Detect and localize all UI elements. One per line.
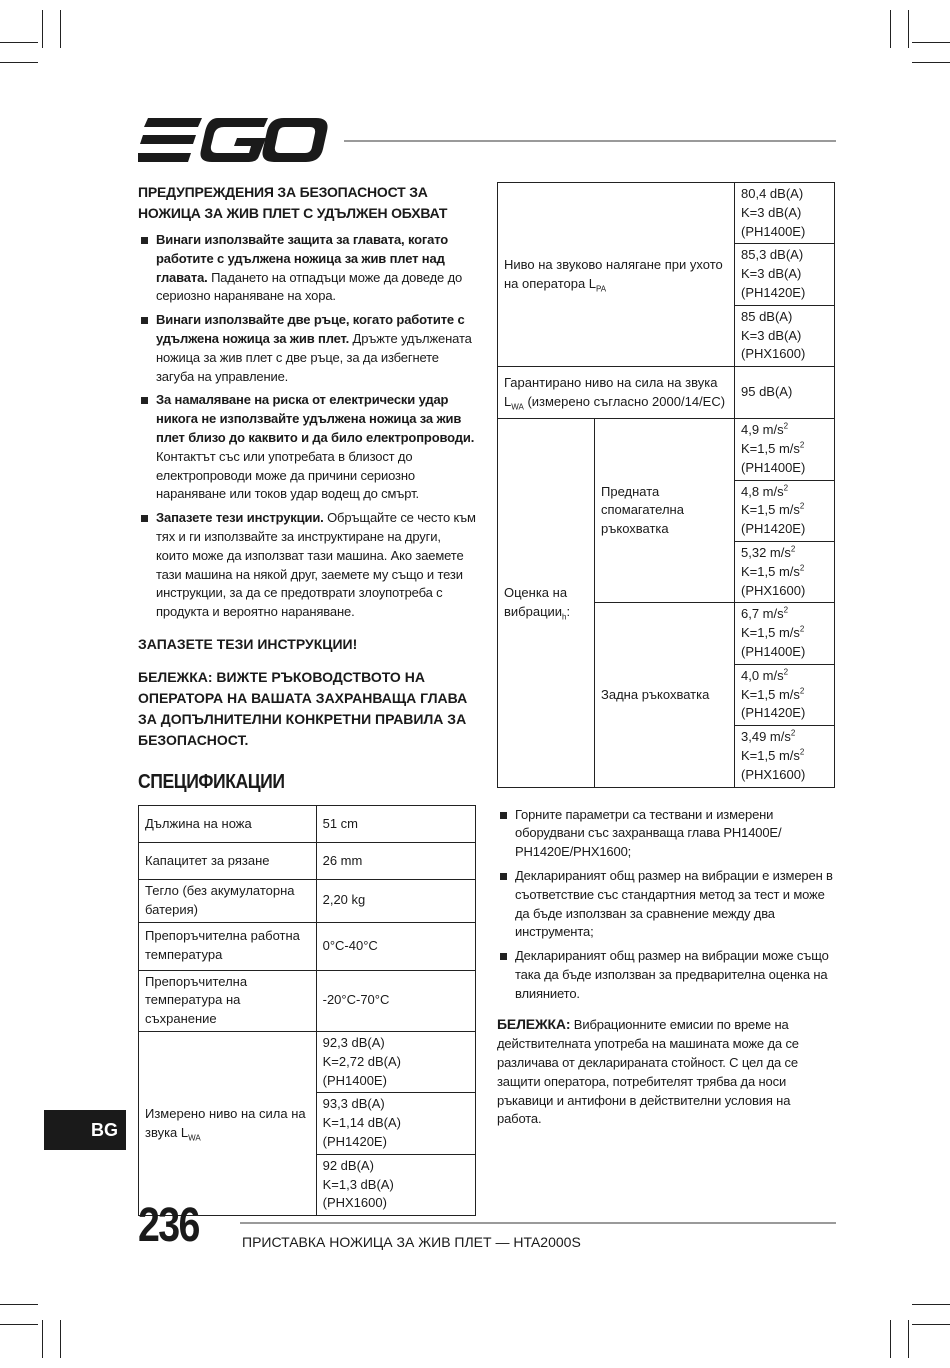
value-cell: 95 dB(A) xyxy=(735,367,835,419)
crop-mark xyxy=(0,1304,38,1305)
safety-list xyxy=(138,231,476,622)
page-number: 236 xyxy=(138,1199,199,1252)
notes-list xyxy=(497,806,835,1004)
operator-note: БЕЛЕЖКА: ВИЖТЕ РЪКОВОДСТВОТО НА ОПЕРАТОРА НА ВАШАТА ЗАХРАНВАЩА ГЛАВА ЗА ДОПЪЛНИТЕЛНИ КОНКРЕТНИ ПРАВИЛА ЗА БЕЗОПАСНОСТ. xyxy=(138,668,468,748)
spec-label: Препоръчителна работна температура xyxy=(139,922,317,970)
footer-title: ПРИСТАВКА НОЖИЦА ЗА ЖИВ ПЛЕТ — HTA2000S xyxy=(242,1234,581,1250)
header-rule xyxy=(344,140,836,142)
list-item: За намаляване на риска от електрически удар никога не използвайте удължена ножица за жив плет близо до каквито и да било електропроводи. Контактът със или употребата в близост до електропроводи може да причини сериозно нараняване или токов удар водещ до смърт. xyxy=(138,391,476,504)
crop-mark xyxy=(908,10,909,48)
value-cell: 4,8 $m/s^2$ K=1,5 $m/s^2$ (PH1420E) xyxy=(735,480,835,541)
language-badge: BG xyxy=(44,1110,126,1150)
spec-value: 92 dB(A) K=1,3 dB(A) (PHX1600) xyxy=(316,1154,475,1215)
guaranteed-label: Гарантирано ниво на сила на звука $L_{WA}$ (измерено съгласно 2000/14/ЕС) xyxy=(498,367,735,419)
value-cell: 4,9 $m/s^2$ K=1,5 $m/s^2$ (PH1400E) xyxy=(735,419,835,480)
list-item: Декларираният общ размер на вибрации може също така да бъде използван за предварителна оценка на влиянието. xyxy=(497,947,835,1003)
crop-mark xyxy=(0,62,38,63)
table-row xyxy=(139,970,476,1031)
save-instructions: ЗАПАЗЕТЕ ТЕЗИ ИНСТРУКЦИИ! xyxy=(138,635,358,652)
table-row xyxy=(139,922,476,970)
crop-mark xyxy=(60,1320,61,1358)
crop-mark xyxy=(912,62,950,63)
crop-mark xyxy=(908,1320,909,1358)
crop-mark xyxy=(42,10,43,48)
table-row xyxy=(139,879,476,922)
left-column xyxy=(138,182,476,1216)
footer-rule xyxy=(240,1222,836,1224)
spec-label: Дължина на ножа xyxy=(139,805,317,842)
list-item: Декларираният общ размер на вибрации е измерен в съответствие със стандартния метод за тест и може да бъде използван за сравнение между два инструмента; xyxy=(497,867,835,942)
table-row xyxy=(139,842,476,879)
crop-mark xyxy=(0,42,38,43)
safety-heading: ПРЕДУПРЕЖДЕНИЯ ЗА БЕЗОПАСНОСТ ЗА НОЖИЦА ЗА ЖИВ ПЛЕТ С УДЪЛЖЕН ОБХВАТ xyxy=(138,184,448,221)
spec-label: Капацитет за рязане xyxy=(139,842,317,879)
crop-mark xyxy=(912,42,950,43)
list-item: Винаги използвайте защита за главата, когато работите с удължена ножица за жив плет над главата. Падането на отпадъци може да доведе до сериозно нараняване на хора. xyxy=(138,231,476,306)
value-cell: 6,7 $m/s^2$ K=1,5 $m/s^2$ (PH1400E) xyxy=(735,603,835,664)
spec-value: 2,20 kg xyxy=(316,879,475,922)
value-cell: 4,0 $m/s^2$ K=1,5 $m/s^2$ (PH1420E) xyxy=(735,664,835,725)
spec-value: 92,3 dB(A) K=2,72 dB(A) (PH1400E) xyxy=(316,1031,475,1092)
spec-label: Тегло (без акумулаторна батерия) xyxy=(139,879,317,922)
specs-title: СПЕЦИФИКАЦИИ xyxy=(138,770,285,793)
value-cell: 85,3 dB(A) K=3 dB(A) (PH1420E) xyxy=(735,244,835,305)
vibration-label: Оценка на вибрации$_h$: xyxy=(498,419,595,787)
spec-value: 51 cm xyxy=(316,805,475,842)
noise-vibration-table xyxy=(497,182,835,788)
specs-table xyxy=(138,805,476,1216)
value-cell: 5,32 $m/s^2$ K=1,5 $m/s^2$ (PHX1600) xyxy=(735,541,835,602)
crop-mark xyxy=(0,1324,38,1325)
table-row xyxy=(498,419,835,480)
vibration-note: БЕЛЕЖКА: Вибрационните емисии по време на действителната употреба на машината може да се различава от декларираната стойност. С цел да се защити оператора, потребителят трябва да носи ръкавици и антифони в действителни условия на работа. xyxy=(497,1016,799,1127)
spec-value: -20°C-70°C xyxy=(316,970,475,1031)
right-column xyxy=(497,182,835,1129)
value-cell: 80,4 dB(A) K=3 dB(A) (PH1400E) xyxy=(735,183,835,244)
crop-mark xyxy=(890,1320,891,1358)
spec-label: Измерено ниво на сила на звука $L_{WA}$ xyxy=(139,1031,317,1215)
spec-label: Препоръчителна температура на съхранение xyxy=(139,970,317,1031)
table-row xyxy=(498,183,835,244)
list-item: Винаги използвайте две ръце, когато работите с удължена ножица за жив плет. Дръжте удължената ножица за жив плет с две ръце, за да избегнете загуба на управление. xyxy=(138,311,476,386)
sound-pressure-label: Ниво на звуково налягане при ухото на оператора $L_{PA}$ xyxy=(498,183,735,367)
crop-mark xyxy=(912,1304,950,1305)
rear-handle-label: Задна ръкохватка xyxy=(595,603,735,787)
table-row xyxy=(139,1031,476,1092)
ego-logo xyxy=(138,118,328,162)
value-cell: 85 dB(A) K=3 dB(A) (PHX1600) xyxy=(735,305,835,366)
crop-mark xyxy=(42,1320,43,1358)
list-item: Запазете тези инструкции. Обръщайте се често към тях и ги използвайте за инструктиране на други, които може да използват тази машина. Ако заемете тази машина на някой друг, заемете му също и тези инструкции, за да се предотврати злоупотреба с продукта и вероятно нараняване. xyxy=(138,509,476,622)
crop-mark xyxy=(912,1324,950,1325)
value-cell: 3,49 $m/s^2$ K=1,5 $m/s^2$ (PHX1600) xyxy=(735,726,835,787)
spec-value: 93,3 dB(A) K=1,14 dB(A) (PH1420E) xyxy=(316,1093,475,1154)
list-item: Горните параметри са тествани и измерени оборудвани със захранваща глава PH1400E/ PH1420E/PHX1600; xyxy=(497,806,835,862)
spec-value: 26 mm xyxy=(316,842,475,879)
spec-value: 0°C-40°C xyxy=(316,922,475,970)
table-row xyxy=(498,367,835,419)
crop-mark xyxy=(60,10,61,48)
crop-mark xyxy=(890,10,891,48)
table-row xyxy=(139,805,476,842)
front-handle-label: Предната спомагателна ръкохватка xyxy=(595,419,735,603)
